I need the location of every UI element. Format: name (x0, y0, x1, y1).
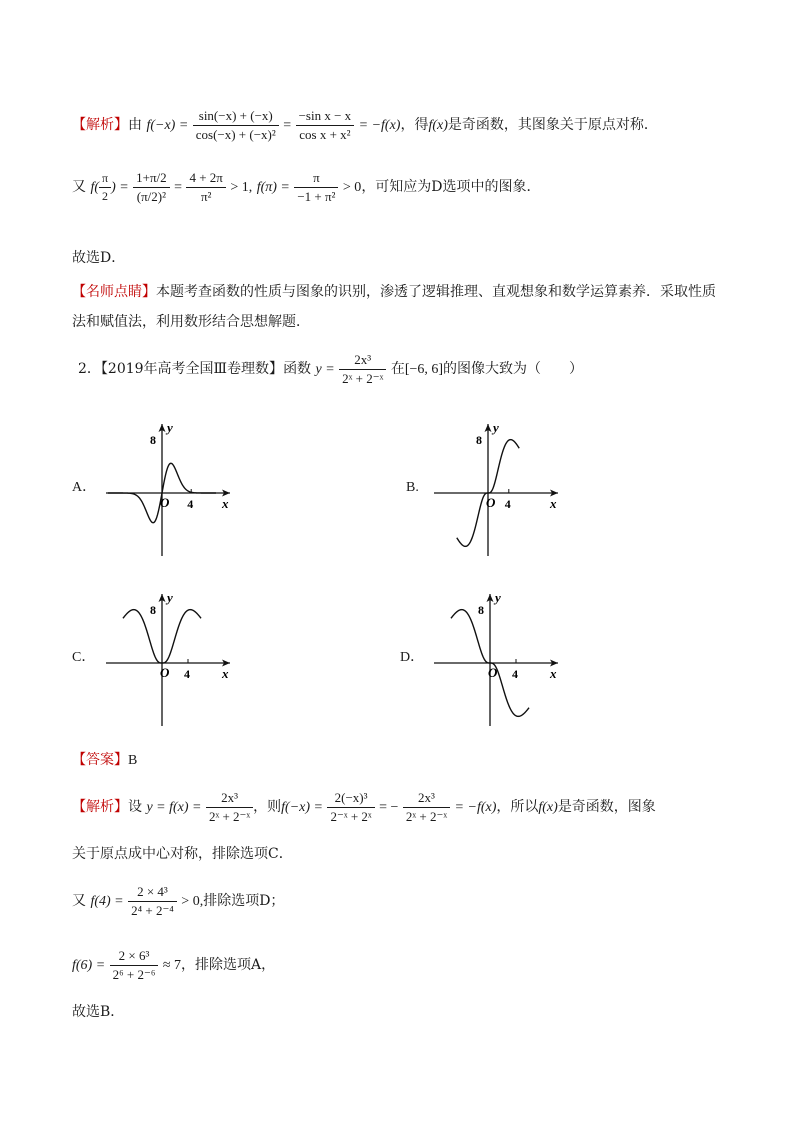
text: ，可知应为D选项中的图象． (361, 179, 541, 196)
numerator: 2 × 4³ (128, 884, 177, 902)
denominator: −1 + π² (297, 188, 336, 204)
numerator: π (99, 171, 111, 187)
y-axis-label: y (495, 590, 501, 605)
x-tick-label: 4 (512, 667, 518, 681)
analysis-2 (72, 170, 541, 204)
math: f(6) = (72, 958, 106, 974)
denominator: π² (200, 188, 212, 204)
x-axis-label: x (222, 496, 229, 511)
math: > 1, (230, 180, 253, 196)
text: 在 (390, 361, 405, 378)
text: 是奇函数，其图象关于原点对称． (447, 117, 658, 134)
x-axis-label: x (550, 666, 557, 681)
text: 的图像大致为（ ） (443, 361, 584, 378)
analysis-5 (72, 948, 275, 982)
origin-label: O (160, 495, 170, 510)
y-axis-label: y (167, 420, 173, 435)
question-2 (78, 352, 583, 386)
denominator: 2ˣ + 2⁻ˣ (208, 808, 251, 824)
numerator: 1+π/2 (133, 170, 170, 188)
math: = (283, 118, 292, 134)
x-tick-label: 4 (184, 667, 190, 681)
y-tick-label: 8 (478, 603, 484, 617)
numerator: 2 × 6³ (110, 948, 159, 966)
fraction (403, 790, 450, 824)
fraction (133, 170, 170, 204)
y-tick-label: 8 (150, 433, 156, 447)
answer (72, 752, 137, 770)
text: 本题考查函数的性质与图象的识别，渗透了逻辑推理、直观想象和数学运算素养．采取性质 (156, 284, 716, 300)
text: 由 (128, 117, 142, 134)
x-tick-label: 4 (504, 497, 511, 511)
text: 函数 (283, 361, 312, 378)
math: f(−x) = (281, 800, 323, 816)
teacher-note-line2: 法和赋值法，利用数形结合思想解题． (72, 314, 310, 330)
math: > 0 (342, 180, 362, 196)
numerator: 2(−x)³ (327, 790, 374, 808)
option-a-label: A． (72, 480, 97, 495)
math: f(4) = (90, 894, 124, 910)
denominator: 2ˣ + 2⁻ˣ (342, 370, 384, 386)
denominator: cos x + x² (299, 126, 351, 142)
conclusion-2: 故选B． (72, 1004, 125, 1020)
math: = − (379, 800, 399, 816)
analysis-3-line2: 关于原点成中心对称，排除选项C． (72, 846, 293, 862)
analysis-4 (72, 884, 284, 918)
math: f(π) = (256, 180, 290, 196)
answer-value: B (128, 753, 138, 768)
math: y = f(x) = (146, 800, 202, 816)
text: ，得 (400, 117, 429, 134)
teacher-note-line1 (72, 284, 716, 301)
x-axis-label: x (222, 666, 229, 681)
denominator: (π/2)² (136, 188, 167, 204)
denominator: 2 (102, 188, 109, 203)
conclusion-1: 故选D． (72, 250, 126, 266)
analysis-tag: 【解析】 (72, 799, 128, 816)
option-b-graph (428, 418, 568, 558)
denominator: 2ˣ + 2⁻ˣ (405, 808, 448, 824)
x-tick-label: 4 (187, 497, 194, 511)
math: y = (315, 362, 335, 378)
text: ，排除选项A， (181, 957, 276, 974)
numerator: 2x³ (339, 352, 386, 370)
numerator: π (294, 170, 338, 188)
origin-label: O (160, 665, 170, 680)
fraction (294, 170, 338, 204)
fraction (186, 170, 225, 204)
option-c-graph (100, 588, 240, 728)
option-a-graph (100, 418, 240, 558)
numerator: 4 + 2π (186, 170, 225, 188)
text: 是奇函数，图象 (557, 799, 656, 816)
text: ，所以 (496, 799, 539, 816)
denominator: 2⁴ + 2⁻⁴ (131, 902, 174, 918)
fraction (128, 884, 177, 918)
option-b-label: B. (406, 480, 419, 495)
question-number: 2． (78, 361, 101, 378)
fraction (296, 108, 355, 142)
math: ) = (111, 180, 129, 196)
y-tick-label: 8 (476, 433, 482, 447)
fraction (99, 171, 111, 203)
math: f(x) (538, 800, 558, 816)
origin-label: O (488, 665, 498, 680)
option-c-label: C． (72, 650, 96, 665)
math: = −f(x) (454, 800, 497, 816)
fraction (206, 790, 253, 824)
math: f(−x) = (146, 118, 189, 134)
analysis-1 (72, 108, 658, 142)
math: f(x) (428, 118, 448, 134)
math: f( (90, 180, 100, 196)
option-d-label: D． (400, 650, 425, 665)
text: 设 (128, 799, 142, 816)
denominator: cos(−x) + (−x)² (195, 126, 276, 142)
text: ，则 (253, 799, 282, 816)
fraction (327, 790, 374, 824)
y-axis-label: y (167, 590, 173, 605)
teacher-note-tag: 【名师点睛】 (72, 284, 156, 300)
x-axis-label: x (550, 496, 557, 511)
y-tick-label: 8 (150, 603, 156, 617)
numerator: 2x³ (403, 790, 450, 808)
math: = (174, 180, 183, 196)
fraction (193, 108, 279, 142)
numerator: −sin x − x (296, 108, 355, 126)
y-axis-label: y (493, 420, 499, 435)
answer-tag: 【答案】 (72, 752, 128, 768)
fraction (110, 948, 159, 982)
fraction (339, 352, 386, 386)
analysis-tag: 【解析】 (72, 117, 128, 134)
denominator: 2⁶ + 2⁻⁶ (112, 966, 156, 982)
analysis-3 (72, 790, 656, 824)
text: 又 (72, 893, 86, 910)
question-source: 【2019年高考全国Ⅲ卷理数】 (100, 361, 284, 378)
numerator: 2x³ (206, 790, 253, 808)
text: 排除选项D； (203, 893, 285, 910)
math: ≈ 7 (162, 958, 182, 974)
math: = −f(x) (358, 118, 401, 134)
origin-label: O (486, 495, 496, 510)
denominator: 2⁻ˣ + 2ˣ (330, 808, 372, 824)
math: > 0, (181, 894, 204, 910)
option-d-graph (428, 588, 568, 728)
numerator: sin(−x) + (−x) (193, 108, 279, 126)
text: 又 (72, 179, 86, 196)
interval: [−6, 6] (404, 362, 444, 378)
